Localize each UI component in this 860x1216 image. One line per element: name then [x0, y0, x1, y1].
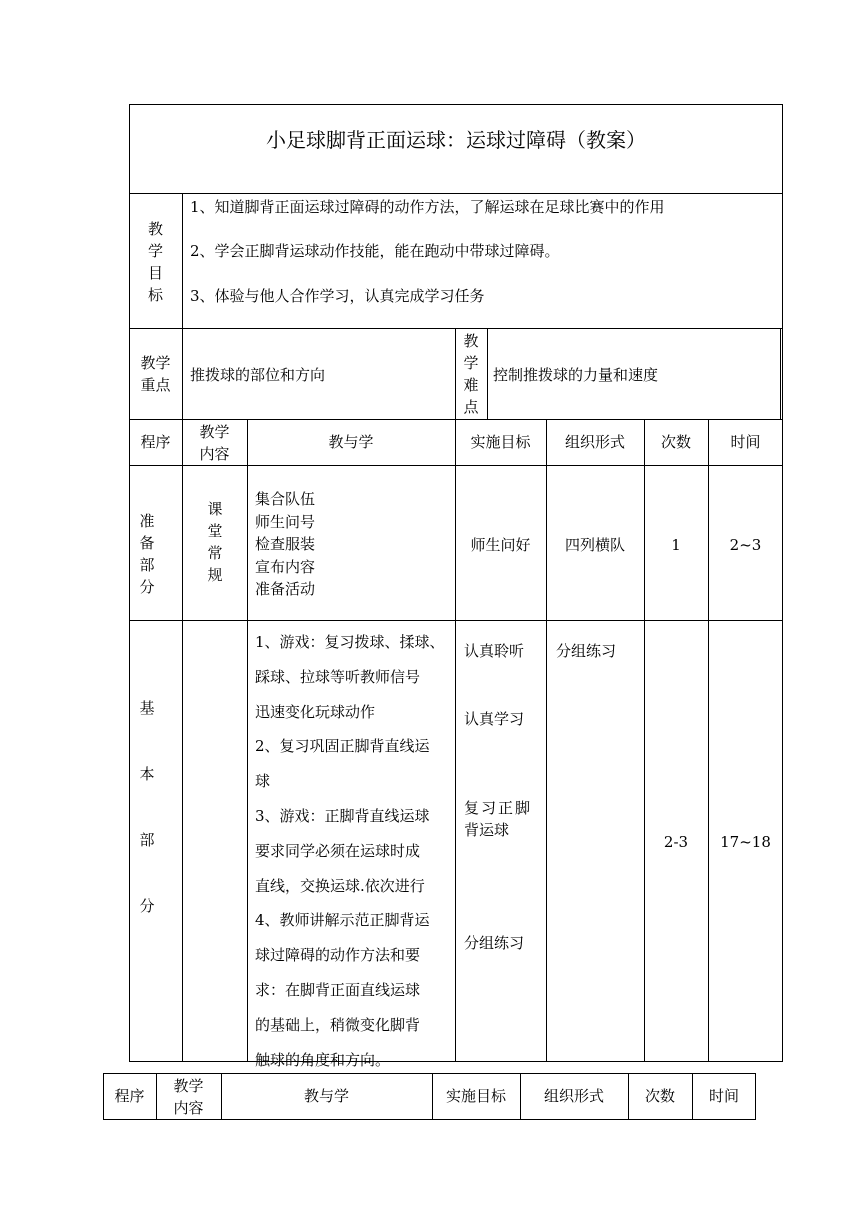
basic-teach-line: 1、游戏：复习拨球、揉球、 — [255, 633, 445, 651]
prep-teach: 集合队伍 师生问号 检查服装 宣布内容 准备活动 — [255, 490, 316, 599]
basic-goal: 背运球 — [464, 821, 510, 839]
basic-goal: 认真聆听 — [464, 642, 525, 660]
rule-keypoint-split2 — [487, 328, 488, 420]
header-content: 教学 内容 — [199, 423, 230, 463]
difficulty-value: 控制推拨球的力量和速度 — [493, 366, 659, 384]
header-teach: 教与学 — [328, 433, 374, 451]
basic-teach-line: 求：在脚背正面直线运球 — [255, 980, 421, 999]
rule-col-times — [708, 419, 709, 1062]
basic-teach-line: 踩球、拉球等听教师信号 — [255, 667, 421, 686]
rule-below-header — [129, 465, 783, 466]
basic-teach-line: 球 — [255, 772, 271, 791]
basic-teach-line: 触球的角度和方向。 — [255, 1050, 391, 1069]
rule-below-title — [129, 193, 783, 194]
basic-goal: 复习正脚 — [464, 799, 533, 817]
header2-program: 程序 — [114, 1087, 145, 1105]
rule-col-goal — [546, 419, 547, 1062]
prep-program: 准 备 部 分 — [139, 512, 155, 596]
rule-keypoint-right — [780, 328, 781, 420]
page-title: 小足球脚背正面运球：运球过障碍（教案） — [266, 128, 646, 152]
basic-teach-line: 直线，交换运球.依次进行 — [255, 876, 425, 895]
keypoint-label: 教学 重点 — [140, 354, 171, 394]
rule-below-objectives — [129, 328, 783, 329]
basic-time: 17~18 — [720, 833, 771, 851]
rule-below-prep — [129, 620, 783, 621]
basic-program: 基 本 部 分 — [139, 699, 155, 915]
header-program: 程序 — [140, 433, 171, 451]
basic-teach-line: 4、教师讲解示范正脚背运 — [255, 911, 430, 930]
prep-form: 四列横队 — [564, 536, 625, 554]
objective-item: 1、知道脚背正面运球过障碍的动作方法，了解运球在足球比赛中的作用 — [190, 198, 665, 216]
rule-col-content — [247, 419, 248, 1062]
objective-item: 2、学会正脚背运球动作技能，能在跑动中带球过障碍。 — [190, 242, 560, 260]
basic-teach-line: 3、游戏：正脚背直线运球 — [255, 806, 430, 825]
basic-teach-line: 球过障碍的动作方法和要 — [255, 946, 421, 965]
basic-teach-line: 要求同学必须在运球时成 — [255, 841, 421, 860]
rule-col-teach — [455, 419, 456, 1062]
basic-goal: 认真学习 — [464, 710, 525, 728]
objectives-label: 教 学 目 标 — [147, 220, 163, 304]
basic-teach-line: 迅速变化玩球动作 — [255, 702, 376, 721]
header2-content: 教学 内容 — [173, 1077, 204, 1117]
prep-content: 课 堂 常 规 — [207, 500, 223, 584]
keypoint-value: 推拨球的部位和方向 — [190, 366, 326, 384]
header2-form: 组织形式 — [543, 1087, 604, 1105]
header-time: 时间 — [730, 433, 761, 451]
basic-teach-line: 2、复习巩固正脚背直线运 — [255, 737, 430, 756]
header-times: 次数 — [660, 433, 691, 451]
header2-time: 时间 — [708, 1087, 739, 1105]
basic-times: 2-3 — [663, 833, 689, 851]
rule-col-program-lower — [182, 419, 183, 1062]
difficulty-label: 教 学 难 点 — [463, 332, 479, 416]
basic-goal: 分组练习 — [464, 934, 525, 952]
prep-time: 2~3 — [729, 536, 762, 554]
rule-below-keypoints — [129, 419, 783, 420]
rule-col-program — [182, 193, 183, 420]
header2-times: 次数 — [644, 1087, 675, 1105]
rule-col-form — [644, 419, 645, 1062]
objective-item: 3、体验与他人合作学习，认真完成学习任务 — [190, 287, 485, 305]
prep-times: 1 — [671, 536, 681, 554]
prep-goal: 师生问好 — [470, 536, 531, 554]
header2-teach: 教与学 — [303, 1087, 349, 1105]
basic-teach — [255, 625, 445, 1077]
header2-goal: 实施目标 — [445, 1087, 506, 1105]
basic-form: 分组练习 — [556, 642, 617, 660]
header-goal: 实施目标 — [470, 433, 531, 451]
basic-teach-line: 的基础上，稍微变化脚背 — [255, 1015, 421, 1034]
header-form: 组织形式 — [564, 433, 625, 451]
